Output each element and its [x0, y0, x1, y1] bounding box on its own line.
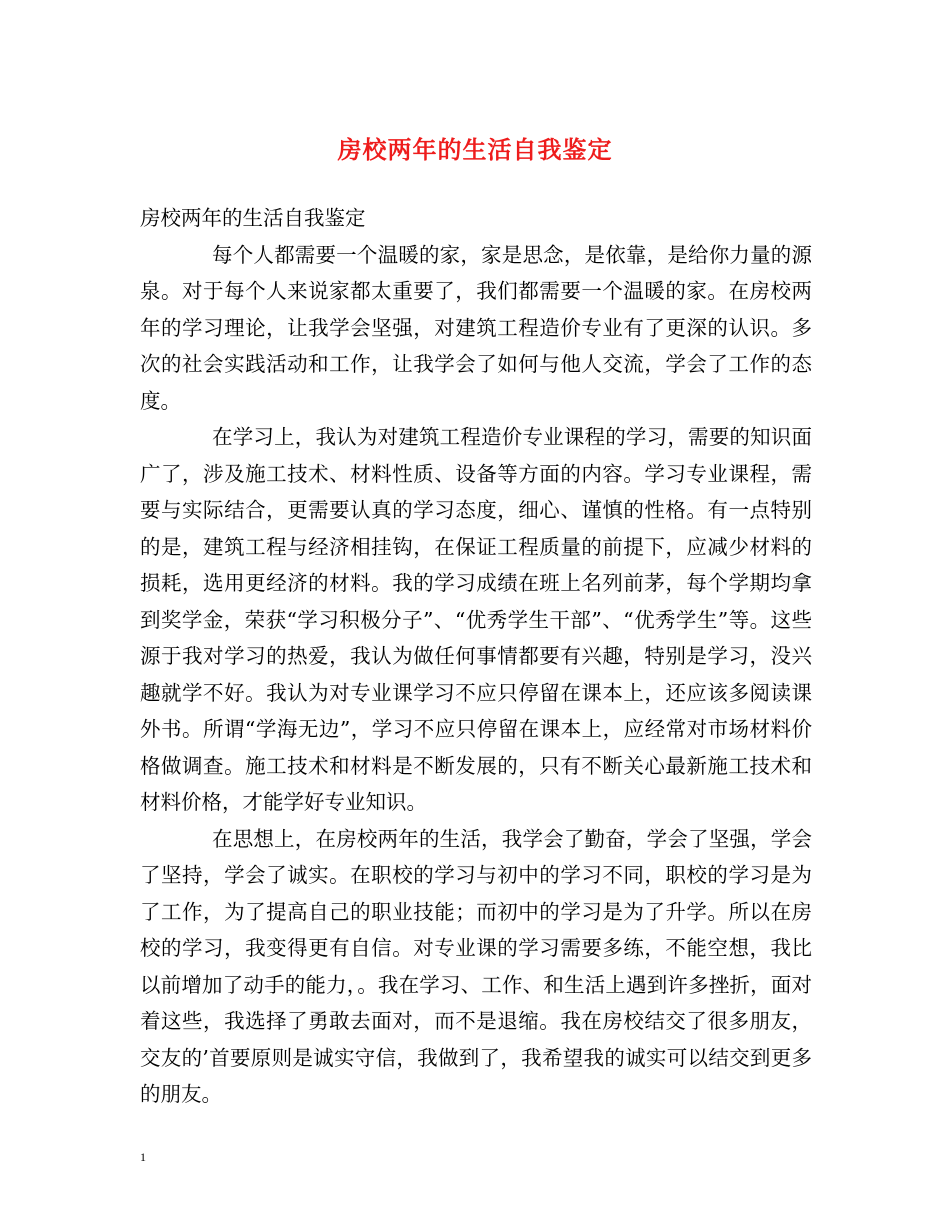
- paragraph-3: 在思想上，在房校两年的生活，我学会了勤奋，学会了坚强，学会了坚持，学会了诚实。在职校的学习与初中的学习不同，职校的学习是为了工作，为了提高自己的职业技能；而初中的学习是为了升学。所以在房校的学习，我变得更有自信。对专业课的学习需要多练，不能空想，我比以前增加了动手的能力，。我在学习、工作、和生活上遇到许多挫折，面对着这些，我选择了勇敢去面对，而不是退缩。我在房校结交了很多朋友，交友的’首要原则是诚实守信，我做到了，我希望我的诚实可以结交到更多的朋友。: [140, 826, 812, 1106]
- document-body: [140, 200, 812, 1113]
- paragraph-2: 在学习上，我认为对建筑工程造价专业课程的学习，需要的知识面广了，涉及施工技术、材料性质、设备等方面的内容。学习专业课程，需要与实际结合，更需要认真的学习态度，细心、谨慎的性格。有一点特别的是，建筑工程与经济相挂钩，在保证工程质量的前提下，应减少材料的损耗，选用更经济的材料。我的学习成绩在班上名列前茅，每个学期均拿到奖学金，荣获“学习积极分子”、“优秀学生干部”、“优秀学生”等。这些源于我对学习的热爱，我认为做任何事情都要有兴趣，特别是学习，没兴趣就学不好。我认为对专业课学习不应只停留在课本上，还应该多阅读课外书。所谓“学海无边”，学习不应只停留在课本上，应经常对市场材料价格做调查。施工技术和材料是不断发展的，只有不断关心最新施工技术和材料价格，才能学好专业知识。: [140, 425, 812, 814]
- document-title: 房校两年的生活自我鉴定: [337, 135, 613, 164]
- document-subtitle: 房校两年的生活自我鉴定: [140, 206, 366, 230]
- paragraph-1: 每个人都需要一个温暖的家，家是思念，是依靠，是给你力量的源泉。对于每个人来说家都太重要了，我们都需要一个温暖的家。在房校两年的学习理论，让我学会坚强，对建筑工程造价专业有了更深的认识。多次的社会实践活动和工作，让我学会了如何与他人交流，学会了工作的态度。: [140, 242, 812, 413]
- page-number: 1: [140, 1150, 146, 1164]
